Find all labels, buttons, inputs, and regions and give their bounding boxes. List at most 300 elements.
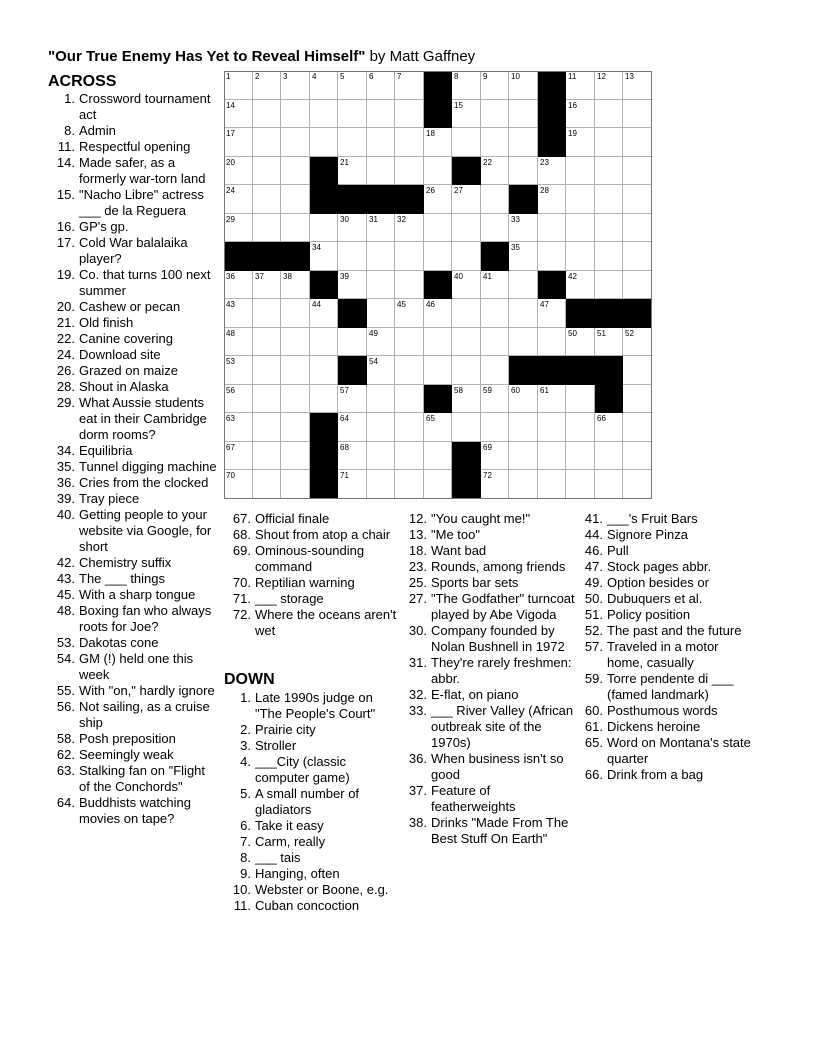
grid-cell[interactable] [395, 271, 424, 299]
grid-cell[interactable] [566, 128, 595, 157]
across-clue [48, 219, 218, 235]
grid-cell[interactable] [395, 413, 424, 442]
grid-cell[interactable] [623, 470, 652, 499]
grid-cell[interactable] [424, 128, 452, 157]
grid-cell[interactable] [595, 242, 623, 271]
grid-cell[interactable] [395, 299, 424, 328]
grid-cell[interactable] [595, 271, 623, 299]
grid-cell[interactable] [595, 442, 623, 470]
grid-cell[interactable] [424, 442, 452, 470]
black-square [452, 470, 481, 499]
grid-cell[interactable] [424, 214, 452, 242]
across-clue [48, 459, 218, 475]
cell-number: 8 [454, 72, 459, 81]
grid-cell[interactable] [310, 299, 338, 328]
grid-cell[interactable] [281, 71, 310, 100]
grid-cell[interactable] [224, 271, 253, 299]
grid-cell[interactable] [538, 470, 566, 499]
grid-cell[interactable] [253, 385, 281, 413]
clue-text: ___'s Fruit Bars [607, 511, 698, 526]
grid-cell[interactable] [367, 328, 395, 356]
grid-cell[interactable] [481, 442, 509, 470]
grid-cell[interactable] [338, 385, 367, 413]
grid-cell[interactable] [452, 71, 481, 100]
clue-text: Dubuquers et al. [607, 591, 703, 606]
grid-cell[interactable] [481, 100, 509, 128]
black-square [367, 185, 395, 214]
grid-cell[interactable] [395, 214, 424, 242]
grid-cell[interactable] [452, 128, 481, 157]
grid-cell[interactable] [452, 385, 481, 413]
grid-cell[interactable] [224, 470, 253, 499]
grid-cell[interactable] [338, 442, 367, 470]
down-clue [576, 607, 752, 623]
grid-cell[interactable] [424, 185, 452, 214]
grid-cell[interactable] [338, 100, 367, 128]
black-square [452, 442, 481, 470]
grid-cell[interactable] [281, 157, 310, 185]
grid-cell[interactable] [338, 214, 367, 242]
clue-number: 18. [408, 543, 427, 558]
clue-text: Late 1990s judge on "The People's Court" [255, 690, 376, 721]
clue-text: Hanging, often [255, 866, 340, 881]
grid-cell[interactable] [253, 71, 281, 100]
grid-cell[interactable] [424, 413, 452, 442]
grid-cell[interactable] [481, 71, 509, 100]
grid-cell[interactable] [338, 328, 367, 356]
grid-cell[interactable] [509, 242, 538, 271]
grid-cell[interactable] [623, 128, 652, 157]
grid-cell[interactable] [224, 157, 253, 185]
black-square [310, 470, 338, 499]
down-clue [400, 559, 576, 575]
clue-text: Chemistry suffix [79, 555, 172, 570]
grid-cell[interactable] [395, 356, 424, 385]
grid-cell[interactable] [509, 214, 538, 242]
grid-cell[interactable] [224, 71, 253, 100]
grid-cell[interactable] [566, 242, 595, 271]
down-clue [224, 754, 400, 786]
grid-cell[interactable] [395, 242, 424, 271]
grid-cell[interactable] [338, 470, 367, 499]
clue-text: Posh preposition [79, 731, 176, 746]
grid-cell[interactable] [281, 128, 310, 157]
grid-cell[interactable] [253, 271, 281, 299]
grid-cell[interactable] [595, 128, 623, 157]
black-square [595, 299, 623, 328]
grid-cell[interactable] [623, 157, 652, 185]
cell-number: 4 [312, 72, 317, 81]
clue-number: 34. [56, 443, 75, 458]
black-square [424, 71, 452, 100]
grid-cell[interactable] [367, 356, 395, 385]
grid-cell[interactable] [253, 185, 281, 214]
grid-cell[interactable] [452, 185, 481, 214]
grid-cell[interactable] [253, 100, 281, 128]
grid-cell[interactable] [424, 242, 452, 271]
across-clue [48, 331, 218, 347]
grid-cell[interactable] [509, 128, 538, 157]
clue-number: 9. [240, 866, 251, 881]
down-clue [224, 738, 400, 754]
grid-cell[interactable] [481, 299, 509, 328]
grid-cell[interactable] [281, 385, 310, 413]
clue-text: Stalking fan on "Flight of the Conchords" [79, 763, 206, 794]
grid-cell[interactable] [395, 442, 424, 470]
grid-cell[interactable] [253, 413, 281, 442]
grid-cell[interactable] [338, 157, 367, 185]
grid-cell[interactable] [509, 328, 538, 356]
grid-cell[interactable] [224, 299, 253, 328]
clue-number: 7. [240, 834, 251, 849]
grid-cell[interactable] [623, 242, 652, 271]
grid-cell[interactable] [281, 299, 310, 328]
grid-cell[interactable] [424, 328, 452, 356]
across-clue [48, 603, 218, 635]
grid-cell[interactable] [623, 413, 652, 442]
cell-number: 58 [454, 386, 463, 395]
grid-cell[interactable] [424, 470, 452, 499]
grid-cell[interactable] [509, 442, 538, 470]
down-clue [400, 511, 576, 527]
grid-cell[interactable] [452, 356, 481, 385]
clue-number: 57. [584, 639, 603, 654]
clue-text: ___City (classic computer game) [255, 754, 350, 785]
clue-number: 27. [408, 591, 427, 606]
grid-cell[interactable] [623, 271, 652, 299]
grid-cell[interactable] [623, 385, 652, 413]
grid-cell[interactable] [595, 470, 623, 499]
grid-cell[interactable] [224, 442, 253, 470]
grid-cell[interactable] [224, 100, 253, 128]
clue-number: 10. [232, 882, 251, 897]
cell-number: 29 [226, 215, 235, 224]
cell-number: 57 [340, 386, 349, 395]
grid-cell[interactable] [281, 470, 310, 499]
grid-cell[interactable] [253, 328, 281, 356]
grid-cell[interactable] [367, 128, 395, 157]
grid-cell[interactable] [424, 299, 452, 328]
grid-cell[interactable] [623, 356, 652, 385]
grid-cell[interactable] [395, 328, 424, 356]
down-clue [224, 882, 400, 898]
grid-cell[interactable] [281, 100, 310, 128]
grid-cell[interactable] [566, 71, 595, 100]
grid-cell[interactable] [395, 157, 424, 185]
grid-cell[interactable] [281, 413, 310, 442]
grid-cell[interactable] [367, 271, 395, 299]
cell-number: 72 [483, 471, 492, 480]
grid-cell[interactable] [538, 214, 566, 242]
grid-cell[interactable] [538, 157, 566, 185]
across-clue [48, 699, 218, 731]
clue-text: Tray piece [79, 491, 140, 506]
black-square [310, 271, 338, 299]
grid-cell[interactable] [395, 470, 424, 499]
down-clue [400, 623, 576, 655]
clue-number: 8. [240, 850, 251, 865]
clue-text: Made safer, as a formerly war-torn land [79, 155, 206, 186]
grid-cell[interactable] [367, 413, 395, 442]
grid-cell[interactable] [566, 157, 595, 185]
grid-cell[interactable] [623, 214, 652, 242]
grid-cell[interactable] [623, 328, 652, 356]
down-clue [576, 735, 752, 767]
clue-text: Stroller [255, 738, 297, 753]
across-clue [48, 571, 218, 587]
grid-cell[interactable] [566, 470, 595, 499]
cell-number: 37 [255, 272, 264, 281]
clue-number: 36. [408, 751, 427, 766]
down-clue [400, 751, 576, 783]
grid-cell[interactable] [566, 271, 595, 299]
grid-cell[interactable] [538, 242, 566, 271]
grid-cell[interactable] [481, 385, 509, 413]
grid-cell[interactable] [224, 214, 253, 242]
black-square [338, 185, 367, 214]
grid-cell[interactable] [481, 214, 509, 242]
grid-cell[interactable] [281, 328, 310, 356]
grid-cell[interactable] [566, 185, 595, 214]
grid-cell[interactable] [452, 214, 481, 242]
black-square [566, 299, 595, 328]
grid-cell[interactable] [623, 185, 652, 214]
grid-cell[interactable] [310, 128, 338, 157]
down-clue [400, 655, 576, 687]
grid-cell[interactable] [566, 385, 595, 413]
grid-cell[interactable] [310, 356, 338, 385]
grid-cell[interactable] [281, 185, 310, 214]
clue-number: 25. [408, 575, 427, 590]
grid-cell[interactable] [595, 328, 623, 356]
across-clue [224, 527, 400, 543]
grid-cell[interactable] [253, 470, 281, 499]
across-clue [224, 575, 400, 591]
clue-text: Cashew or pecan [79, 299, 181, 314]
grid-cell[interactable] [538, 442, 566, 470]
grid-cell[interactable] [452, 413, 481, 442]
down-clue [224, 850, 400, 866]
grid-cell[interactable] [224, 356, 253, 385]
grid-cell[interactable] [538, 299, 566, 328]
down-clue [224, 866, 400, 882]
clue-text: Crossword tournament act [79, 91, 211, 122]
grid-cell[interactable] [367, 71, 395, 100]
grid-cell[interactable] [623, 100, 652, 128]
grid-cell[interactable] [595, 157, 623, 185]
grid-cell[interactable] [509, 299, 538, 328]
across-clue [48, 91, 218, 123]
grid-cell[interactable] [224, 413, 253, 442]
black-square [310, 413, 338, 442]
cell-number: 50 [568, 329, 577, 338]
grid-cell[interactable] [481, 157, 509, 185]
grid-cell[interactable] [452, 299, 481, 328]
grid-cell[interactable] [224, 328, 253, 356]
grid-cell[interactable] [566, 328, 595, 356]
grid-cell[interactable] [623, 71, 652, 100]
grid-cell[interactable] [424, 157, 452, 185]
grid-cell[interactable] [509, 100, 538, 128]
clue-text: Official finale [255, 511, 330, 526]
grid-cell[interactable] [395, 128, 424, 157]
grid-cell[interactable] [338, 413, 367, 442]
grid-cell[interactable] [481, 128, 509, 157]
cell-number: 43 [226, 300, 235, 309]
cell-number: 17 [226, 129, 235, 138]
grid-cell[interactable] [224, 385, 253, 413]
grid-cell[interactable] [338, 242, 367, 271]
down-clue [576, 639, 752, 671]
grid-cell[interactable] [566, 100, 595, 128]
down-clue [224, 834, 400, 850]
down-clue [576, 623, 752, 639]
grid-cell[interactable] [595, 185, 623, 214]
grid-cell[interactable] [509, 413, 538, 442]
grid-cell[interactable] [253, 442, 281, 470]
clue-text: Rounds, among friends [431, 559, 566, 574]
clue-text: Where the oceans aren't wet [255, 607, 397, 638]
grid-cell[interactable] [310, 328, 338, 356]
cell-number: 10 [511, 72, 520, 81]
grid-cell[interactable] [424, 356, 452, 385]
down-clue [400, 543, 576, 559]
grid-cell[interactable] [481, 356, 509, 385]
clue-number: 21. [56, 315, 75, 330]
black-square [281, 242, 310, 271]
grid-cell[interactable] [281, 356, 310, 385]
grid-cell[interactable] [395, 71, 424, 100]
grid-cell[interactable] [281, 442, 310, 470]
clue-text: Company founded by Nolan Bushnell in 1972 [431, 623, 565, 654]
grid-cell[interactable] [338, 128, 367, 157]
grid-cell[interactable] [509, 71, 538, 100]
cell-number: 39 [340, 272, 349, 281]
grid-cell[interactable] [253, 157, 281, 185]
cell-number: 19 [568, 129, 577, 138]
clue-number: 28. [56, 379, 75, 394]
grid-cell[interactable] [452, 242, 481, 271]
grid-cell[interactable] [253, 128, 281, 157]
clue-number: 40. [56, 507, 75, 522]
grid-cell[interactable] [367, 385, 395, 413]
clue-text: Shout in Alaska [79, 379, 169, 394]
clue-number: 46. [584, 543, 603, 558]
grid-cell[interactable] [367, 442, 395, 470]
grid-cell[interactable] [395, 385, 424, 413]
down-clue [576, 527, 752, 543]
across-clue [224, 607, 400, 639]
grid-cell[interactable] [310, 385, 338, 413]
grid-cell[interactable] [253, 214, 281, 242]
grid-cell[interactable] [481, 328, 509, 356]
grid-cell[interactable] [481, 271, 509, 299]
cell-number: 14 [226, 101, 235, 110]
grid-cell[interactable] [338, 271, 367, 299]
grid-cell[interactable] [509, 271, 538, 299]
byline: by Matt Gaffney [369, 48, 476, 65]
grid-cell[interactable] [310, 214, 338, 242]
grid-cell[interactable] [538, 413, 566, 442]
clue-text: Not sailing, as a cruise ship [79, 699, 210, 730]
grid-cell[interactable] [452, 271, 481, 299]
down-clue [224, 690, 400, 722]
grid-cell[interactable] [224, 128, 253, 157]
grid-cell[interactable] [538, 385, 566, 413]
clue-text: Take it easy [255, 818, 324, 833]
clue-text: Tunnel digging machine [79, 459, 217, 474]
grid-cell[interactable] [253, 299, 281, 328]
grid-cell[interactable] [310, 242, 338, 271]
puzzle-title [48, 48, 475, 65]
cell-number: 33 [511, 215, 520, 224]
cell-number: 22 [483, 158, 492, 167]
grid-cell[interactable] [481, 185, 509, 214]
grid-cell[interactable] [367, 470, 395, 499]
cell-number: 49 [369, 329, 378, 338]
grid-cell[interactable] [509, 385, 538, 413]
clue-text: ___ storage [255, 591, 324, 606]
grid-cell[interactable] [367, 242, 395, 271]
clue-text: Getting people to your website via Google, for short [79, 507, 212, 554]
grid-cell[interactable] [595, 71, 623, 100]
grid-cell[interactable] [367, 299, 395, 328]
cell-number: 24 [226, 186, 235, 195]
grid-cell[interactable] [481, 470, 509, 499]
grid-cell[interactable] [452, 328, 481, 356]
grid-cell[interactable] [538, 328, 566, 356]
grid-cell[interactable] [566, 442, 595, 470]
grid-cell[interactable] [595, 413, 623, 442]
grid-cell[interactable] [481, 413, 509, 442]
cell-number: 28 [540, 186, 549, 195]
grid-cell[interactable] [452, 100, 481, 128]
clue-number: 67. [232, 511, 251, 526]
grid-cell[interactable] [310, 100, 338, 128]
clue-number: 41. [584, 511, 603, 526]
clue-text: Grazed on maize [79, 363, 178, 378]
clue-text: Download site [79, 347, 161, 362]
grid-cell[interactable] [395, 100, 424, 128]
grid-cell[interactable] [595, 100, 623, 128]
across-clue [48, 299, 218, 315]
grid-cell[interactable] [281, 214, 310, 242]
grid-cell[interactable] [281, 271, 310, 299]
grid-cell[interactable] [367, 100, 395, 128]
grid-cell[interactable] [253, 356, 281, 385]
grid-cell[interactable] [224, 185, 253, 214]
grid-cell[interactable] [338, 71, 367, 100]
clue-text: Feature of featherweights [431, 783, 516, 814]
down-clue [224, 818, 400, 834]
black-square [310, 185, 338, 214]
clue-text: Sports bar sets [431, 575, 519, 590]
grid-cell[interactable] [310, 71, 338, 100]
grid-cell[interactable] [595, 214, 623, 242]
grid-cell[interactable] [566, 214, 595, 242]
grid-cell[interactable] [367, 214, 395, 242]
grid-cell[interactable] [367, 157, 395, 185]
grid-cell[interactable] [538, 185, 566, 214]
grid-cell[interactable] [509, 157, 538, 185]
cell-number: 67 [226, 443, 235, 452]
across-clue [48, 763, 218, 795]
grid-cell[interactable] [566, 413, 595, 442]
cell-number: 13 [625, 72, 634, 81]
black-square [424, 385, 452, 413]
grid-cell[interactable] [623, 442, 652, 470]
grid-cell[interactable] [509, 470, 538, 499]
